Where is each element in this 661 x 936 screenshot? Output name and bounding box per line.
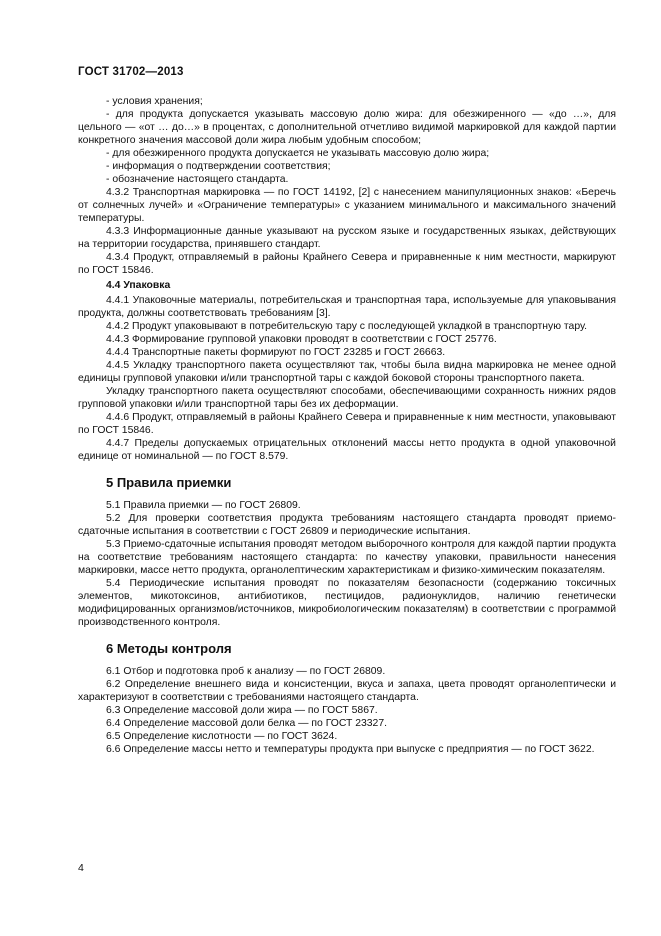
paragraph: 4.3.3 Информационные данные указывают на русском языке и государственных языках, действующих на территории государства, принявшего стандарт.: [78, 226, 616, 250]
paragraph: 6.2 Определение внешнего вида и консистенции, вкуса и запаха, цвета проводят органолептически и характеризуют в соответствии с требованиями настоящего стандарта.: [78, 679, 616, 703]
subsection-title: 4.4 Упаковка: [106, 280, 171, 291]
section-title: 6 Методы контроля: [106, 641, 232, 656]
paragraph: 5.1 Правила приемки — по ГОСТ 26809.: [106, 500, 301, 511]
paragraph: - обозначение настоящего стандарта.: [106, 174, 289, 185]
paragraph: 6.1 Отбор и подготовка проб к анализу — по ГОСТ 26809.: [106, 666, 386, 677]
paragraph: 6.6 Определение массы нетто и температуры продукта при выпуске с предприятия — по ГОСТ 3622.: [106, 744, 595, 755]
section-title: 5 Правила приемки: [106, 475, 232, 490]
paragraph: 4.4.3 Формирование групповой упаковки проводят в соответствии с ГОСТ 25776.: [106, 334, 497, 345]
paragraph: - условия хранения;: [106, 96, 203, 107]
paragraph: 5.3 Приемо-сдаточные испытания проводят методом выборочного контроля для каждой партии продукта на соответствие требованиям настоящего стандарта: по качеству упаковки, правильности нанесения маркировки, массе нетто продукта, органолептическим характеристикам и физико-химическим показателям.: [78, 539, 616, 576]
paragraph: 6.4 Определение массовой доли белка — по ГОСТ 23327.: [106, 718, 388, 729]
paragraph: 6.5 Определение кислотности — по ГОСТ 3624.: [106, 731, 338, 742]
paragraph: 4.4.7 Пределы допускаемых отрицательных отклонений массы нетто продукта в одной упаковочной единице от номинальной — по ГОСТ 8.579.: [78, 438, 616, 462]
paragraph: - для обезжиренного продукта допускается не указывать массовую долю жира;: [106, 148, 490, 159]
document-body: [78, 95, 616, 756]
paragraph: 6.3 Определение массовой доли жира — по ГОСТ 5867.: [106, 705, 378, 716]
paragraph: - для продукта допускается указывать массовую долю жира: для обезжиренного — «до …», для цельного — «от … до…» в процентах, с дополнительной отчетливо видимой маркировкой для каждой партии конкретного значения массовой доли жира любым удобным способом;: [78, 109, 616, 146]
paragraph: 4.4.5 Укладку транспортного пакета осуществляют так, чтобы была видна маркировка не менее одной единицы групповой упаковки и/или транспортной тары с каждой боковой стороны транспортного пакета.: [78, 360, 616, 384]
paragraph: 4.3.4 Продукт, отправляемый в районы Крайнего Севера и приравненные к ним местности, маркируют по ГОСТ 15846.: [78, 252, 616, 276]
paragraph: Укладку транспортного пакета осуществляют способами, обеспечивающими сохранность нижних рядов групповой упаковки и/или транспортной тары без их деформации.: [78, 386, 616, 410]
paragraph: 5.2 Для проверки соответствия продукта требованиям настоящего стандарта проводят приемо-сдаточные испытания в соответствии с ГОСТ 26809 и периодические испытания.: [78, 513, 616, 537]
paragraph: 4.4.6 Продукт, отправляемый в районы Крайнего Севера и приравненные к ним местности, упаковывают по ГОСТ 15846.: [78, 412, 616, 436]
paragraph: 4.3.2 Транспортная маркировка — по ГОСТ 14192, [2] с нанесением манипуляционных знаков: «Беречь от солнечных лучей» и «Ограничение температуры» с указанием минимального и максимального значений температуры.: [78, 187, 616, 224]
paragraph: 4.4.1 Упаковочные материалы, потребительская и транспортная тара, используемые для упаковывания продукта, должны соответствовать требованиям [3].: [78, 295, 616, 319]
document-header: ГОСТ 31702—2013: [78, 66, 184, 78]
paragraph: 5.4 Периодические испытания проводят по показателям безопасности (содержанию токсичных элементов, микотоксинов, антибиотиков, пестицидов, радионуклидов, наличию генетически модифицированных организмов/источников, микробиологическим показателям) в соответствии с программой производственного контроля.: [78, 578, 616, 628]
paragraph: - информация о подтверждении соответствия;: [106, 161, 331, 172]
page-number: 4: [78, 862, 84, 874]
paragraph: 4.4.4 Транспортные пакеты формируют по ГОСТ 23285 и ГОСТ 26663.: [106, 347, 446, 358]
paragraph: 4.4.2 Продукт упаковывают в потребительскую тару с последующей укладкой в транспортную тару.: [106, 321, 588, 332]
